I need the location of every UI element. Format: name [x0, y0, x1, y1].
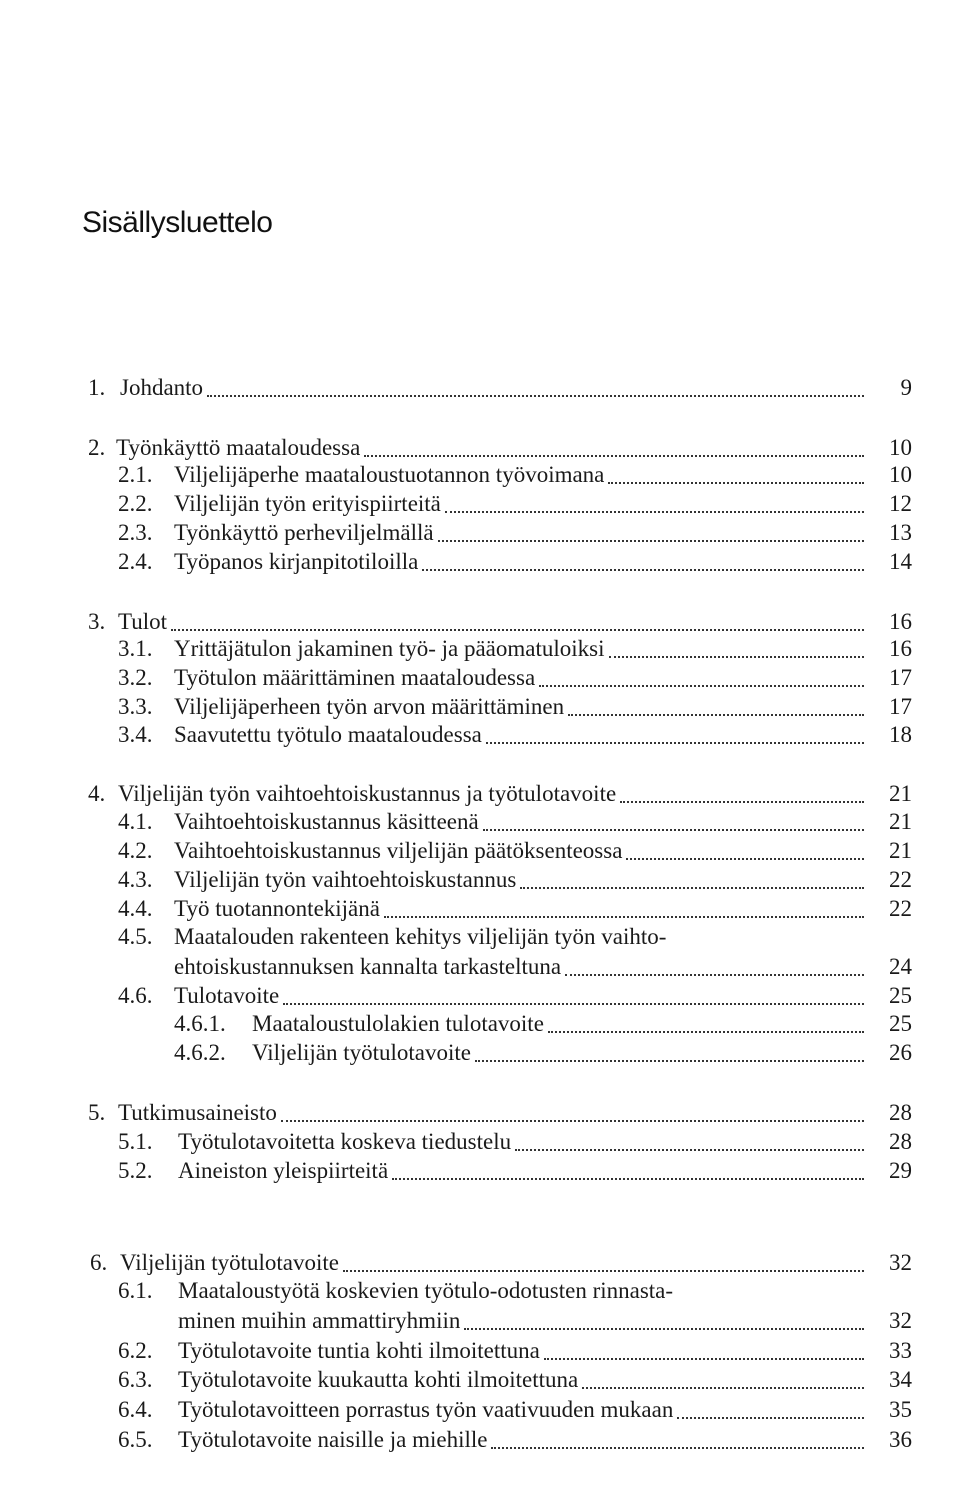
toc-entry-page: 32: [889, 1308, 912, 1333]
toc-leader-dots: [626, 858, 864, 860]
toc-leader-dots: [392, 1178, 864, 1180]
toc-entry: [118, 459, 912, 491]
toc-entry-title: Maataloustulolakien tulotavoite: [252, 1011, 544, 1036]
toc-leader-dots: [384, 916, 864, 918]
toc-leader-dots: [539, 685, 864, 687]
toc-leader-dots: [475, 1060, 864, 1062]
toc-entry-title: Työtulotavoite kuukautta kohti ilmoitettuna: [178, 1367, 579, 1392]
toc-entry-title: Viljelijäperhe maataloustuotannon työvoimana: [174, 462, 605, 487]
toc-entry-title: Vaihtoehtoiskustannus viljelijän päätöksenteossa: [174, 838, 623, 863]
toc-entry: [118, 517, 912, 549]
toc-entry-page: 10: [889, 462, 912, 487]
toc-leader-dots: [438, 540, 864, 542]
toc-entry-number: 6.4.: [118, 1397, 153, 1422]
toc-entry: [88, 1097, 912, 1129]
toc-entry-page: 21: [889, 838, 912, 863]
toc-entry-page: 18: [889, 722, 912, 747]
toc-entry-page: 33: [889, 1338, 912, 1363]
toc-entry-title: Työtulotavoite tuntia kohti ilmoitettuna: [178, 1338, 540, 1363]
toc-entry-title: Tutkimusaineisto: [118, 1100, 277, 1125]
toc-leader-dots: [620, 801, 864, 803]
toc-entry-number: 3.1.: [118, 636, 153, 661]
toc-entry-title: Viljelijän työtulotavoite: [120, 1250, 339, 1275]
toc-entry: [118, 662, 912, 694]
toc-entry: [118, 1335, 912, 1367]
toc-entry-title: Viljelijän työn erityispiirteitä: [174, 491, 441, 516]
toc-entry-number: 5.: [88, 1100, 106, 1125]
toc-leader-dots: [491, 1447, 864, 1449]
toc-leader-dots: [483, 829, 864, 831]
toc-entry: [118, 633, 912, 665]
toc-entry: [118, 1364, 912, 1396]
toc-entry-title: Viljelijäperheen työn arvon määrittäminen: [174, 694, 565, 719]
toc-leader-dots: [281, 1120, 864, 1122]
toc-entry-page: 21: [889, 809, 912, 834]
toc-entry-title: Vaihtoehtoiskustannus käsitteenä: [174, 809, 479, 834]
toc-leader-dots: [515, 1149, 864, 1151]
toc-entry-number: 6.5.: [118, 1427, 153, 1452]
toc-entry-page: 36: [889, 1427, 912, 1452]
toc-entry-page: 14: [889, 549, 912, 574]
toc-entry-page: 28: [889, 1129, 912, 1154]
toc-entry: [118, 488, 912, 520]
toc-entry: [118, 921, 912, 979]
toc-entry-page: 26: [889, 1040, 912, 1065]
toc-leader-dots: [364, 455, 864, 457]
toc-leader-dots: [343, 1270, 864, 1272]
toc-entry-page: 12: [889, 491, 912, 516]
toc-entry-title: Työnkäyttö maataloudessa: [116, 435, 361, 460]
toc-entry: [118, 1126, 912, 1158]
toc-entry: [118, 1275, 912, 1333]
toc-entry-number: 6.1.: [118, 1278, 153, 1303]
toc-entry-number: 4.6.1.: [174, 1011, 226, 1036]
toc-entry-page: 25: [889, 983, 912, 1008]
toc-leader-dots: [486, 742, 864, 744]
toc-entry-number: 4.3.: [118, 867, 153, 892]
toc-entry-page: 32: [889, 1250, 912, 1275]
toc-entry-page: 25: [889, 1011, 912, 1036]
toc-entry-number: 5.2.: [118, 1158, 153, 1183]
toc-entry-number: 2.4.: [118, 549, 153, 574]
toc-entry-title: Työpanos kirjanpitotiloilla: [174, 549, 419, 574]
toc-entry-page: 16: [889, 609, 912, 634]
toc-entry-number: 2.1.: [118, 462, 153, 487]
toc-entry-title: Työtulon määrittäminen maataloudessa: [174, 665, 536, 690]
toc-entry-title: Maataloustyötä koskevien työtulo-odotusten rinnasta-: [178, 1278, 674, 1303]
toc-entry-page: 17: [889, 694, 912, 719]
toc-entry-number: 3.2.: [118, 665, 153, 690]
toc-entry-title: Työtulotavoitetta koskeva tiedustelu: [178, 1129, 512, 1154]
toc-leader-dots: [520, 887, 864, 889]
toc-leader-dots: [207, 395, 864, 397]
toc-entry-page: 29: [889, 1158, 912, 1183]
toc-leader-dots: [422, 569, 864, 571]
toc-leader-dots: [464, 1328, 864, 1330]
toc-entry-number: 6.3.: [118, 1367, 153, 1392]
toc-entry-number: 5.1.: [118, 1129, 153, 1154]
toc-entry: [88, 372, 912, 404]
toc-entry-title: Viljelijän työn vaihtoehtoiskustannus: [174, 867, 517, 892]
toc-entry-number: 4.2.: [118, 838, 153, 863]
toc-entry: [118, 1424, 912, 1456]
toc-entry-number: 4.6.: [118, 983, 153, 1008]
toc-entry-title: Työtulotavoitteen porrastus työn vaativuuden mukaan: [178, 1397, 674, 1422]
toc-entry: [118, 1155, 912, 1187]
toc-leader-dots: [171, 629, 864, 631]
toc-entry-number: 6.2.: [118, 1338, 153, 1363]
toc-entry-number: 4.1.: [118, 809, 153, 834]
toc-leader-dots: [565, 974, 864, 976]
toc-entry-number: 2.: [88, 435, 106, 460]
toc-entry-number: 4.4.: [118, 896, 153, 921]
toc-leader-dots: [544, 1358, 864, 1360]
toc-entry-page: 21: [889, 781, 912, 806]
toc-leader-dots: [677, 1417, 864, 1419]
toc-entry-title: Tulotavoite: [174, 983, 280, 1008]
toc-entry: [118, 864, 912, 896]
toc-entry-number: 3.3.: [118, 694, 153, 719]
toc-leader-dots: [568, 714, 864, 716]
toc-entry: [174, 1008, 912, 1040]
toc-entry-title: Maatalouden rakenteen kehitys viljelijän työn vaihto-: [174, 924, 667, 949]
toc-entry-number: 3.4.: [118, 722, 153, 747]
page-title: Sisällysluettelo: [82, 206, 273, 239]
toc-entry: [118, 835, 912, 867]
toc-entry-number: 2.2.: [118, 491, 153, 516]
toc-entry-page: 16: [889, 636, 912, 661]
toc-entry-title: Viljelijän työtulotavoite: [252, 1040, 471, 1065]
toc-entry-page: 13: [889, 520, 912, 545]
toc-entry-page: 28: [889, 1100, 912, 1125]
toc-leader-dots: [283, 1003, 864, 1005]
toc-entry-title: Aineiston yleispiirteitä: [178, 1158, 389, 1183]
toc-entry-number: 4.: [88, 781, 106, 806]
toc-entry-title-continued: minen muihin ammattiryhmiin: [178, 1308, 461, 1333]
toc-entry: [118, 719, 912, 751]
toc-entry-title-continued: ehtoiskustannuksen kannalta tarkasteltuna: [174, 954, 562, 979]
toc-entry-number: 2.3.: [118, 520, 153, 545]
toc-leader-dots: [582, 1387, 864, 1389]
toc-entry-title: Johdanto: [120, 375, 204, 400]
toc-entry-title: Yrittäjätulon jakaminen työ- ja pääomatuloiksi: [174, 636, 605, 661]
toc-entry-page: 24: [889, 954, 912, 979]
toc-entry-title: Saavutettu työtulo maataloudessa: [174, 722, 482, 747]
toc-entry: [174, 1037, 912, 1069]
toc-entry: [118, 546, 912, 578]
toc-entry-number: 3.: [88, 609, 106, 634]
toc-entry-title: Työ tuotannontekijänä: [174, 896, 380, 921]
toc-entry-number: 4.5.: [118, 924, 153, 949]
toc-entry-number: 1.: [88, 375, 106, 400]
toc-entry-page: 22: [889, 867, 912, 892]
toc-entry-title: Tulot: [118, 609, 168, 634]
toc-entry-page: 34: [889, 1367, 912, 1392]
toc-entry: [118, 806, 912, 838]
toc-leader-dots: [548, 1031, 864, 1033]
toc-entry: [118, 1394, 912, 1426]
toc-entry-number: 4.6.2.: [174, 1040, 226, 1065]
toc-entry-page: 9: [900, 375, 912, 400]
toc-leader-dots: [608, 482, 864, 484]
toc-entry-page: 35: [889, 1397, 912, 1422]
toc-leader-dots: [609, 656, 865, 658]
toc-entry-number: 6.: [90, 1250, 108, 1275]
toc-entry-title: Työtulotavoite naisille ja miehille: [178, 1427, 488, 1452]
toc-leader-dots: [445, 511, 864, 513]
toc-entry-title: Työnkäyttö perheviljelmällä: [174, 520, 434, 545]
toc-entry-title: Viljelijän työn vaihtoehtoiskustannus ja työtulotavoite: [118, 781, 617, 806]
toc-entry-page: 22: [889, 896, 912, 921]
toc-entry-page: 17: [889, 665, 912, 690]
toc-entry-page: 10: [889, 435, 912, 460]
